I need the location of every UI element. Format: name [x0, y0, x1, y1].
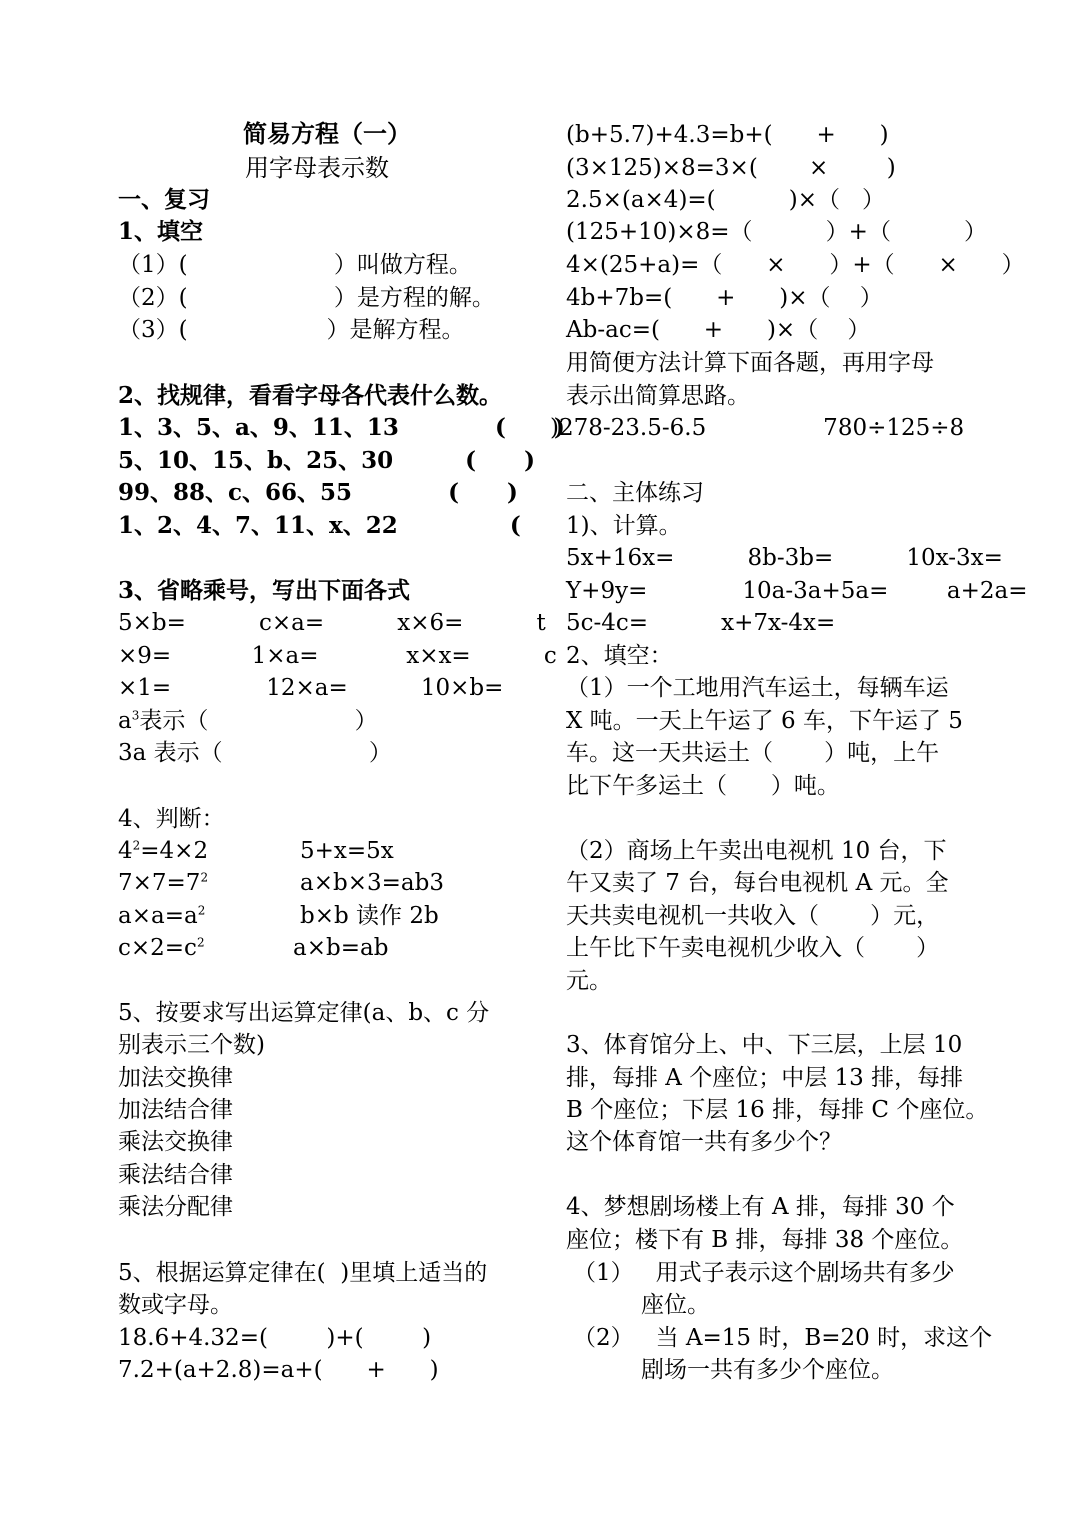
q4-item-4: a×b×3=ab3 [300, 870, 444, 896]
r-q4-sub-2-line-1: （2） 当 A=15 时，B=20 时，求这个 [573, 1325, 993, 1351]
r-law-item-2: (3×125)×8=3×( × ) [566, 155, 896, 181]
r-fill-1-line-3: 车。这一天共运土（ ）吨，上午 [566, 740, 940, 766]
r-simplify-line-1: 用简便方法计算下面各题，再用字母 [566, 350, 934, 376]
q2-seq-2: 5、10、15、b、25、30 ( ) [118, 447, 535, 474]
q1-item-2: （2）( ）是方程的解。 [118, 285, 495, 311]
q2-seq-1: 1、3、5、a、9、11、13 ( ) [118, 414, 565, 441]
q4-item-7: $c\times 2=c^2$ [118, 935, 205, 961]
r-calc-row-2: Y+9y= 10a-3a+5a= a+2a= [566, 578, 1028, 604]
r-law-item-3: 2.5×(a×4)=( )×（ ） [566, 187, 885, 213]
r-law-item-4: (125+10)×8=（ ）+（ ） [566, 219, 988, 245]
q1-heading: 1、填空 [118, 218, 204, 245]
q4-item-3: $7\times 7=7^2$ [118, 870, 209, 896]
r-q4-sub-2-line-2: 剧场一共有多少个座位。 [641, 1357, 894, 1383]
q2-seq-4: 1、2、4、7、11、x、22 ( [118, 512, 521, 539]
q1-item-3: （3）( ）是解方程。 [118, 317, 465, 343]
r-fill-2-line-4: 上午比下午卖电视机少收入（ ） [566, 935, 940, 961]
r-q3-line-2: 排，每排 A 个座位；中层 13 排，每排 [566, 1065, 964, 1091]
r-law-item-6: 4b+7b=( + )×（ ） [566, 285, 883, 311]
q4-item-1: $4^2=4\times 2$ [118, 838, 209, 864]
q4-item-6: b×b 读作 2b [300, 903, 439, 929]
law-add-associative: 加法结合律 [118, 1097, 233, 1123]
r-q3-line-1: 3、体育馆分上、中、下三层，上层 10 [566, 1032, 963, 1058]
r-fill-1-line-4: 比下午多运土（ ）吨。 [566, 773, 840, 799]
r-q4-line-2: 座位；楼下有 B 排，每排 38 个座位。 [566, 1227, 964, 1253]
r-simplify-line-2: 表示出简算思路。 [566, 383, 750, 409]
q1-item-1: （1）( ）叫做方程。 [118, 252, 472, 278]
r-q4-sub-1-line-2: 座位。 [641, 1292, 710, 1318]
q5b-heading-line-2: 数或字母。 [118, 1292, 233, 1318]
law-mul-associative: 乘法结合律 [118, 1162, 233, 1188]
law-add-commutative: 加法交换律 [118, 1065, 233, 1091]
q3-row-3: ×1= 12×a= 10×b= [118, 675, 504, 701]
r-q4-line-1: 4、梦想剧场楼上有 A 排，每排 30 个 [566, 1194, 955, 1220]
q2-heading: 2、找规律，看看字母各代表什么数。 [118, 382, 503, 409]
r-fill-2-line-1: （2）商场上午卖出电视机 10 台，下 [566, 838, 947, 864]
q5-heading-line-1: 5、按要求写出运算定律(a、b、c 分 [118, 1000, 490, 1026]
r-q3-line-4: 这个体育馆一共有多少个？ [566, 1129, 842, 1155]
q4-heading: 4、判断： [118, 806, 225, 832]
page-subtitle: 用字母表示数 [245, 154, 389, 182]
q4-item-2: 5+x=5x [300, 838, 394, 864]
q2-seq-3: 99、88、c、66、55 ( ) [118, 479, 518, 506]
q5-heading-line-2: 别表示三个数) [118, 1032, 265, 1058]
q5b-heading-line-1: 5、根据运算定律在( )里填上适当的 [118, 1260, 488, 1286]
r-law-item-7: Ab-ac=( + )×（ ） [566, 317, 871, 343]
r-q3-line-3: B 个座位；下层 16 排，每排 C 个座位。 [566, 1097, 989, 1123]
r-calc-row-3: 5c-4c= x+7x-4x= [566, 610, 836, 636]
q3-heading: 3、省略乘号，写出下面各式 [118, 577, 411, 604]
r-law-item-5: 4×(25+a)=（ × ）+（ × ） [566, 252, 1025, 278]
r-fill-2-line-5: 元。 [566, 968, 612, 994]
q4-item-5: $a\times a=a^2$ [118, 903, 206, 929]
law-mul-commutative: 乘法交换律 [118, 1129, 233, 1155]
r-fill-1-line-1: （1）一个工地用汽车运土，每辆车运 [566, 675, 949, 701]
q4-item-8: a×b=ab [293, 935, 389, 961]
section-main-practice-heading: 二、主体练习 [566, 480, 704, 506]
q3-a-cube: $a^3$表示（ ） [118, 708, 378, 734]
q5b-item-2: 7.2+(a+2.8)=a+( + ) [118, 1357, 439, 1383]
q3-row-1: 5×b= c×a= x×6= t [118, 610, 546, 636]
r-fill-1-line-2: X 吨。一天上午运了 6 车，下午运了 5 [566, 708, 963, 734]
q3-row-2: ×9= 1×a= x×x= c [118, 643, 557, 669]
r-calc-row-1: 5x+16x= 8b-3b= 10x-3x= [566, 545, 1003, 571]
law-mul-distributive: 乘法分配律 [118, 1194, 233, 1220]
r-q4-sub-1-line-1: （1） 用式子表示这个剧场共有多少 [573, 1260, 955, 1286]
r-simplify-problems: )278-23.5-6.5 780÷125÷8 [550, 415, 965, 441]
q5b-item-1: 18.6+4.32=( )+( ) [118, 1325, 432, 1351]
q3-3a: 3a 表示（ ） [118, 740, 392, 766]
r-fill-heading: 2、填空： [566, 643, 673, 669]
r-law-item-1: (b+5.7)+4.3=b+( + ) [566, 122, 889, 148]
r-calc-heading: 1)、计算。 [566, 513, 682, 539]
r-fill-2-line-3: 天共卖电视机一共收入（ ）元， [566, 903, 940, 929]
page-title: 简易方程（一） [243, 119, 411, 148]
r-fill-2-line-2: 午又卖了 7 台，每台电视机 A 元。全 [566, 870, 949, 896]
section-review-heading: 一、复习 [118, 186, 210, 213]
